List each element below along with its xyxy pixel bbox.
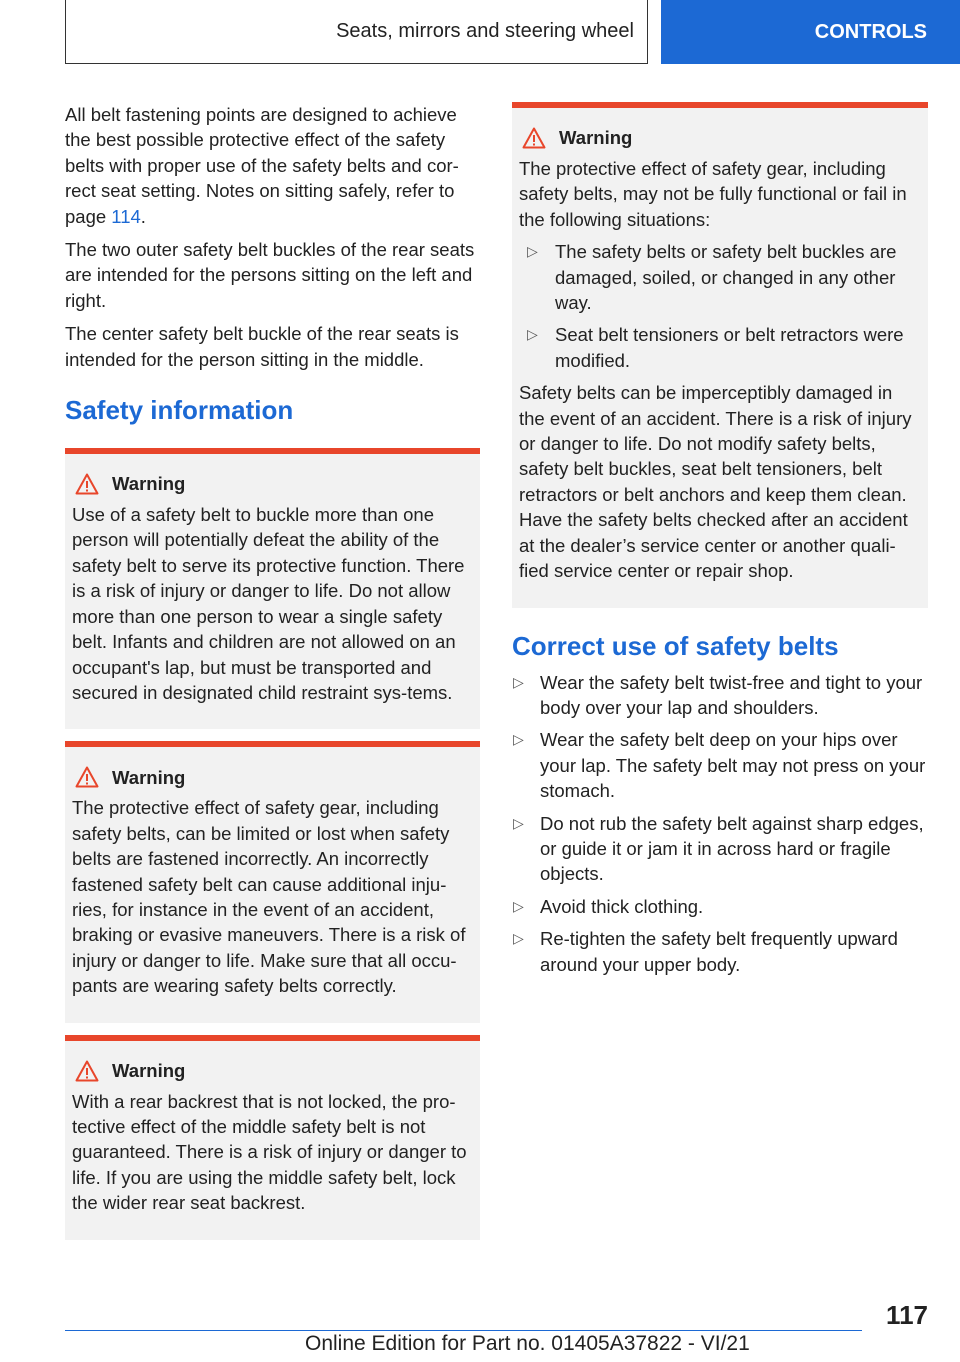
header-chapter-tab[interactable] (661, 0, 960, 64)
paragraph-outer-buckles: The two outer safety belt buckles of the rear seats are intended for the persons sitting on the left and right. (65, 239, 475, 311)
heading-correct-use: Correct use of safety belts (512, 630, 839, 661)
triangle-bullet-icon: ▷ (513, 897, 524, 914)
list-item: ▷ Wear the safety belt deep on your hips over your lap. The safety belt may not press on your stomach. (512, 727, 928, 803)
warning-outro: Safety belts can be imperceptibly damaged in the event of an accident. There is a risk of injury or danger to life. Do not modify safety belts, safety belt buckles, seat belt tensioners, belt retractors or belt anchors and keep them clean. Have the safety belts checked after an accident at the dealer’s service center or another quali-fied service center or repair shop. (519, 382, 912, 582)
list-item: ▷ Avoid thick clothing. (512, 894, 928, 919)
list-item: ▷ Re-tighten the safety belt frequently upward around your upper body. (512, 926, 928, 977)
triangle-bullet-icon: ▷ (513, 673, 524, 690)
chapter-label: CONTROLS (814, 20, 927, 43)
warning-text: With a rear backrest that is not locked, the pro-tective effect of the middle safety belt is not guaranteed. There is a risk of injury or danger to life. If you are using the middle safety belt, lock the wider rear seat backrest. (72, 1090, 467, 1214)
triangle-bullet-icon: ▷ (513, 930, 524, 947)
list-item: ▷ The safety belts or safety belt buckles are damaged, soiled, or changed in any other way. (519, 239, 920, 315)
warning-header (519, 126, 920, 150)
paragraph-fastening-points: All belt fastening points are designed to achieve the best possible protective effect of the safety belts with proper use of the safety belts and cor-rect seat setting. Notes on sitting safely, refer to page 114. (65, 104, 459, 227)
warning-triangle-icon (72, 1060, 112, 1082)
footer-divider (65, 1330, 862, 1331)
warning-title: Warning (112, 473, 186, 495)
warning-header (72, 1059, 472, 1083)
warning-header (72, 472, 472, 496)
triangle-bullet-icon: ▷ (513, 731, 524, 748)
footer-edition: Online Edition for Part no. 01405A37822 - VI/21 (305, 1332, 750, 1355)
correct-use-list (512, 670, 928, 977)
warning-box (65, 741, 480, 1022)
triangle-bullet-icon: ▷ (527, 243, 538, 260)
warning-intro: The protective effect of safety gear, including safety belts, may not be fully functional or fail in the following situations: (519, 158, 907, 230)
warning-box (512, 102, 928, 608)
paragraph-center-buckle: The center safety belt buckle of the rear seats is intended for the person sitting in the middle. (65, 323, 459, 370)
page-number: 117 (886, 1300, 928, 1330)
warning-situations-list (519, 239, 920, 373)
list-item: ▷ Seat belt tensioners or belt retractors were modified. (519, 322, 920, 373)
list-item: ▷ Wear the safety belt twist-free and tight to your body over your lap and shoulders. (512, 670, 928, 721)
warning-triangle-icon (519, 127, 559, 149)
warning-box (65, 448, 480, 729)
left-column (65, 102, 480, 1240)
list-item: ▷ Do not rub the safety belt against sharp edges, or guide it or jam it in across hard or fragile objects. (512, 811, 928, 887)
header-section-title (65, 0, 648, 64)
warning-text: The protective effect of safety gear, including safety belts, can be limited or lost when safety belts are fastened incorrectly. An incorrectly fastened safety belt can cause additional inju-ries, for instance in the event of an accident, braking or evasive maneuvers. There is a risk of injury or danger to life. Make sure that all occu-pants are wearing safety belts correctly. (72, 797, 466, 997)
warning-text: Use of a safety belt to buckle more than one person will potentially defeat the ability of the safety belt to serve its protective function. There is a risk of injury or danger to life. Do not allow more than one person to wear a single safety belt. Infants and children are not allowed on an occupant's lap, but must be transported and secured in designated child restraint sys-tems. (72, 504, 465, 703)
warning-header (72, 765, 472, 789)
section-title: Seats, mirrors and steering wheel (336, 20, 634, 42)
warning-title: Warning (112, 766, 186, 788)
warning-triangle-icon (72, 766, 112, 788)
warning-title: Warning (559, 127, 633, 149)
right-column (512, 102, 928, 984)
warning-triangle-icon (72, 473, 112, 495)
warning-title: Warning (112, 1059, 186, 1081)
triangle-bullet-icon: ▷ (527, 326, 538, 343)
triangle-bullet-icon: ▷ (513, 814, 524, 831)
warning-box (65, 1035, 480, 1240)
heading-safety-information: Safety information (65, 395, 294, 426)
page-link[interactable]: 114 (111, 205, 141, 227)
